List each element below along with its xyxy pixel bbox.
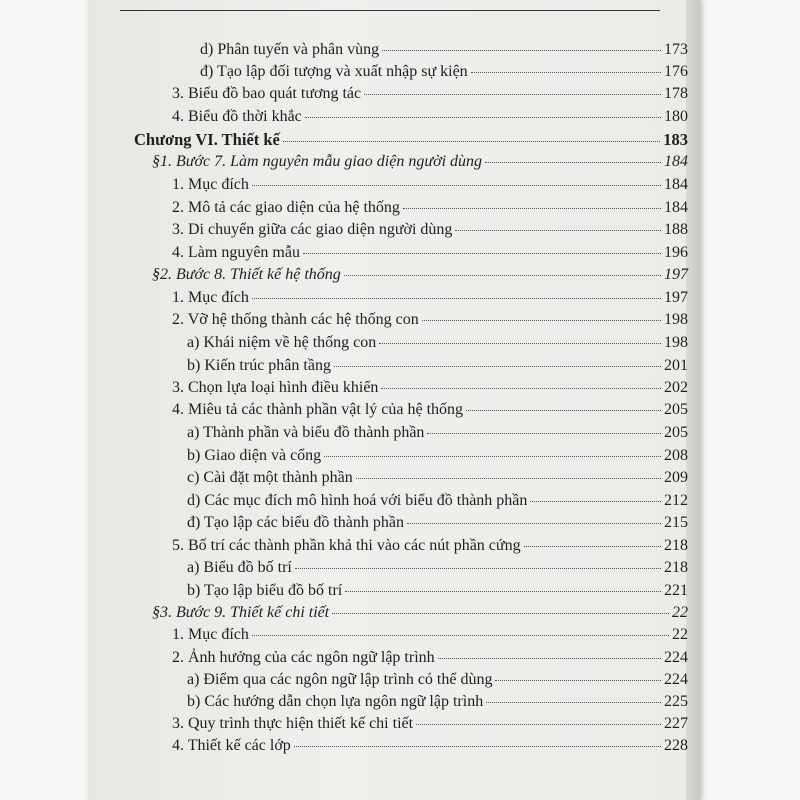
toc-entry [172, 536, 688, 556]
toc-entry-label: b) Kiến trúc phân tầng [187, 357, 331, 374]
toc-entry-label: b) Tạo lập biểu đồ bố trí [187, 582, 343, 599]
toc-entry-page: 184 [664, 176, 688, 193]
toc-entry [172, 714, 688, 734]
toc-entry-label: 1. Mục đích [172, 289, 249, 306]
toc-entry [200, 40, 688, 60]
toc-entry-label: b) Các hướng dẫn chọn lựa ngôn ngữ lập trình [187, 693, 484, 710]
chapter-heading [134, 130, 688, 150]
section-heading [152, 152, 688, 172]
toc-entry [172, 736, 688, 756]
toc-entry [172, 84, 688, 104]
toc-entry [172, 288, 688, 308]
toc-entry-label: 2. Vỡ hệ thống thành các hệ thống con [172, 311, 419, 328]
toc-entry-page: 173 [664, 41, 688, 58]
toc-entry-page: 188 [664, 221, 688, 238]
toc-entry [172, 400, 688, 420]
toc-entry [187, 356, 688, 376]
toc-entry-label: 3. Quy trình thực hiện thiết kế chi tiết [172, 715, 414, 732]
toc-entry [172, 220, 688, 240]
toc-entry-page: 196 [664, 244, 688, 261]
toc-entry [187, 558, 688, 578]
section-label: §3. Bước 9. Thiết kế chi tiết [152, 604, 330, 621]
toc-entry-label: 3. Chọn lựa loại hình điều khiển [172, 379, 379, 396]
toc-entry [172, 625, 688, 645]
section-heading [152, 265, 688, 285]
toc-entry [187, 333, 688, 353]
toc-entry-page: 198 [664, 334, 688, 351]
section-page: 184 [664, 153, 688, 170]
section-page: 197 [664, 266, 688, 283]
toc-entry [172, 648, 688, 668]
toc-entry-page: 198 [664, 311, 688, 328]
toc-entry [187, 581, 688, 601]
section-label: §1. Bước 7. Làm nguyên mẫu giao diện người dùng [152, 153, 483, 170]
toc-entry-label: a) Khái niệm về hệ thống con [187, 334, 377, 351]
toc-entry-label: 2. Mô tả các giao diện của hệ thống [172, 199, 400, 216]
toc-entry [172, 310, 688, 330]
toc-entry-label: d) Phân tuyến và phân vùng [200, 41, 380, 58]
toc-entry-page: 197 [664, 289, 688, 306]
toc-entry-page: 215 [664, 514, 688, 531]
toc-entry [187, 692, 688, 712]
toc-entry [172, 378, 688, 398]
toc-entry-page: 205 [664, 424, 688, 441]
toc-entry-label: 2. Ảnh hưởng của các ngôn ngữ lập trình [172, 649, 435, 666]
toc-entry-page: 212 [664, 492, 688, 509]
section-label: §2. Bước 8. Thiết kế hệ thống [152, 266, 341, 283]
toc-entry-page: 218 [664, 559, 688, 576]
toc-entry-label: b) Giao diện và cổng [187, 447, 322, 464]
toc-entry-page: 184 [664, 199, 688, 216]
section-heading [152, 603, 688, 623]
toc-entry-label: 4. Biểu đồ thời khắc [172, 108, 302, 125]
chapter-label: Chương VI. Thiết kế [134, 130, 280, 149]
toc-entry-page: 218 [664, 537, 688, 554]
toc-entry-label: 4. Miêu tả các thành phần vật lý của hệ thống [172, 401, 464, 418]
section-page: 22 [672, 604, 688, 621]
toc-entry-page: 208 [664, 447, 688, 464]
toc-entry-label: c) Cài đặt một thành phần [187, 469, 353, 486]
toc-entry-page: 205 [664, 401, 688, 418]
toc-entry [187, 513, 688, 533]
toc-entry-label: 3. Di chuyển giữa các giao diện người dùng [172, 221, 453, 238]
toc-entry-page: 201 [664, 357, 688, 374]
toc-entry-page: 224 [664, 671, 688, 688]
toc-entry [200, 62, 688, 82]
toc-entry-page: 227 [664, 715, 688, 732]
toc-entry [187, 423, 688, 443]
toc-entry-label: 4. Làm nguyên mẫu [172, 244, 300, 261]
toc-entry-label: 5. Bố trí các thành phần khả thi vào các nút phần cứng [172, 537, 521, 554]
toc-entry [172, 243, 688, 263]
toc-entry-label: 3. Biểu đồ bao quát tương tác [172, 85, 362, 102]
toc-entry [172, 107, 688, 127]
toc-entry-label: d) Các mục đích mô hình hoá với biểu đồ thành phần [187, 492, 528, 509]
chapter-page: 183 [663, 130, 688, 149]
toc-entry-page: 221 [664, 582, 688, 599]
toc-entry-label: a) Thành phần và biểu đồ thành phần [187, 424, 425, 441]
toc-entry [187, 468, 688, 488]
toc-entry-label: đ) Tạo lập các biểu đồ thành phần [187, 514, 404, 531]
toc-entry-label: 4. Thiết kế các lớp [172, 737, 291, 754]
toc-entry-label: a) Điểm qua các ngôn ngữ lập trình có thể dùng [187, 671, 493, 688]
toc-entry [187, 446, 688, 466]
toc-entry [172, 198, 688, 218]
toc-entry-label: đ) Tạo lập đối tượng và xuất nhập sự kiện [200, 63, 468, 80]
toc-entry-page: 22 [672, 626, 688, 643]
toc-entry [187, 670, 688, 690]
toc-entry-page: 209 [664, 469, 688, 486]
toc-entry-page: 202 [664, 379, 688, 396]
toc-entry-page: 180 [664, 108, 688, 125]
toc-entry-label: 1. Mục đích [172, 176, 249, 193]
toc-entry-label: 1. Mục đích [172, 626, 249, 643]
toc-entry-page: 176 [664, 63, 688, 80]
toc-entry [172, 175, 688, 195]
toc-entry-label: a) Biểu đồ bố trí [187, 559, 292, 576]
toc-entry-page: 178 [664, 85, 688, 102]
toc-entry [187, 491, 688, 511]
toc-entry-page: 228 [664, 737, 688, 754]
toc-entry-page: 224 [664, 649, 688, 666]
toc-entry-page: 225 [664, 693, 688, 710]
